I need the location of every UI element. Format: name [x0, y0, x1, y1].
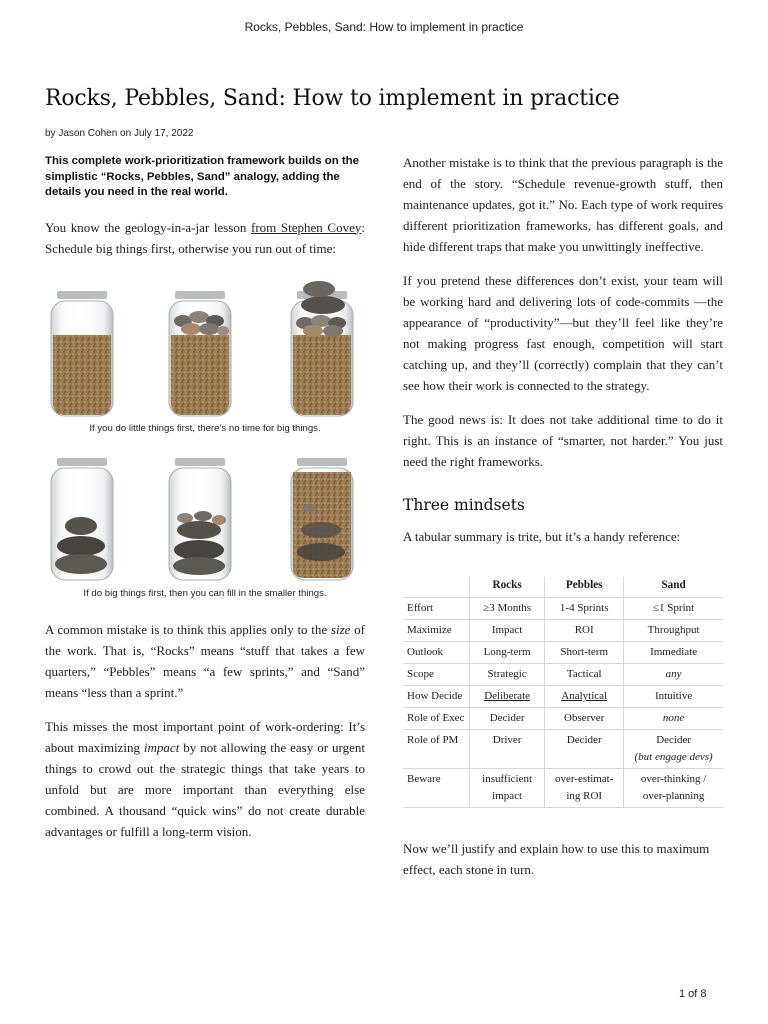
- pebbles-cell: Observer: [545, 708, 624, 730]
- pretend-paragraph: If you pretend these differences don’t exist, your team will be working hard and delivering lots of code-commits —the appearance of “productivity”—but they’ll feel like they’re not making progress fast enough, competition will start catching up, and they’ll (correctly) complain that they can’t see how their work is connected to the strategy.: [403, 273, 723, 393]
- intro-paragraph: [45, 217, 365, 259]
- row-label: Beware: [403, 769, 470, 808]
- rocks-cell: insufficient impact: [470, 769, 545, 808]
- impact-text: This misses the most important point of work-ordering: It’s about maximizing: [45, 718, 365, 755]
- rocks-cell: Long-term: [470, 642, 545, 664]
- rocks-cell: ≥3 Months: [470, 598, 545, 620]
- jar-full: [291, 458, 353, 580]
- table-header-sand: Sand: [624, 577, 723, 598]
- sand-decider-text: Decider: [656, 734, 691, 746]
- jar-rocks-only: [51, 458, 113, 580]
- sand-note-text: (but engage devs): [634, 751, 713, 763]
- table-row: [403, 598, 723, 620]
- left-column: [45, 150, 365, 855]
- jar-figure-big-first: [45, 454, 365, 584]
- another-mistake-paragraph: Another mistake is to think that the previous paragraph is the end of the story. “Schedule revenue-growth stuff, then maintenance updates, got it.” No. Each type of work requires different prioritization frameworks, has different goals, and hide different traps that make you unwittingly ineffective.: [403, 155, 723, 254]
- page-number: 1 of 8: [679, 988, 707, 1000]
- jar-sand-only: [51, 291, 113, 416]
- jar-overflow-rocks: [291, 281, 353, 416]
- table-intro-paragraph: A tabular summary is trite, but it’s a handy reference:: [403, 529, 681, 544]
- jar-sand-pebbles: [169, 291, 231, 416]
- article-title: Rocks, Pebbles, Sand: How to implement in practice: [45, 86, 620, 111]
- analytical-text: Analytical: [561, 690, 608, 702]
- rocks-cell: Impact: [470, 620, 545, 642]
- mindsets-table: [403, 577, 723, 808]
- pebbles-cell: 1-4 Sprints: [545, 598, 624, 620]
- closing-paragraph: Now we’ll justify and explain how to use this to maximum effect, each stone in turn.: [403, 841, 710, 877]
- jars-illustration-1: [45, 279, 365, 419]
- table-row: [403, 664, 723, 686]
- stephen-covey-link[interactable]: from Stephen Covey: [251, 219, 362, 235]
- table-row: [403, 620, 723, 642]
- row-label: Role of PM: [403, 730, 470, 769]
- mistake-text-end: of the work. That is, “Rocks” means “stuff that takes a few quarters,” “Pebbles” means “a few sprints,” and “Sand” means “less than a sprint.”: [45, 621, 365, 700]
- figure-caption-1: If you do little things first, there’s no time for big things.: [89, 422, 321, 434]
- impact-text-end: by not allowing the easy or urgent things to crowd out the strategic things that take years to unfold but are more important than everything else combined. A thousand “quick wins” do not create durable advantages or fulfill a long-term vision.: [45, 739, 365, 839]
- good-news-paragraph: The good news is: It does not take additional time to do it right. This is an instance of “smarter, not harder.” You just need the right frameworks.: [403, 412, 723, 469]
- table-row: [403, 686, 723, 708]
- pebbles-cell: Short-term: [545, 642, 624, 664]
- sand-cell: none: [624, 708, 723, 730]
- mistake-text: A common mistake is to think this applies only to the: [45, 621, 331, 637]
- size-emphasis: size: [330, 621, 351, 637]
- row-label: Role of Exec: [403, 708, 470, 730]
- section-heading-three-mindsets: Three mindsets: [403, 496, 525, 514]
- sand-cell: Throughput: [624, 620, 723, 642]
- intro-text-end: : Schedule big things first, otherwise you run out of time:: [45, 219, 365, 256]
- jar-figure-little-first: [45, 279, 365, 419]
- table-row: [403, 730, 723, 769]
- sand-cell: [624, 730, 723, 769]
- sand-cell: Intuitive: [624, 686, 723, 708]
- lead-paragraph: This complete work-prioritization framework builds on the simplistic “Rocks, Pebbles, Sand” analogy, adding the details you need in the real world.: [45, 155, 359, 198]
- intro-text: You know the geology-in-a-jar lesson: [45, 219, 251, 235]
- jars-illustration-2: [45, 454, 365, 584]
- table-header-row: [403, 577, 723, 598]
- table-row: [403, 769, 723, 808]
- row-label: Effort: [403, 598, 470, 620]
- rocks-cell: Decider: [470, 708, 545, 730]
- sand-cell: any: [624, 664, 723, 686]
- rocks-cell: Strategic: [470, 664, 545, 686]
- deliberate-text: Deliberate: [484, 690, 531, 702]
- sand-cell: over-thinking / over-planning: [624, 769, 723, 808]
- byline: by Jason Cohen on July 17, 2022: [45, 128, 194, 139]
- impact-paragraph: [45, 716, 365, 842]
- rocks-cell: [470, 686, 545, 708]
- table-header-pebbles: Pebbles: [545, 577, 624, 598]
- row-label: Scope: [403, 664, 470, 686]
- pebbles-cell: over-estimat-ing ROI: [545, 769, 624, 808]
- pebbles-cell: Tactical: [545, 664, 624, 686]
- row-label: Maximize: [403, 620, 470, 642]
- pebbles-cell: Decider: [545, 730, 624, 769]
- table-row: [403, 642, 723, 664]
- row-label: How Decide: [403, 686, 470, 708]
- sand-cell: ≤1 Sprint: [624, 598, 723, 620]
- pebbles-cell: [545, 686, 624, 708]
- rocks-cell: Driver: [470, 730, 545, 769]
- row-label: Outlook: [403, 642, 470, 664]
- impact-emphasis: impact: [143, 739, 180, 755]
- table-header-rocks: Rocks: [470, 577, 545, 598]
- pebbles-cell: ROI: [545, 620, 624, 642]
- table-row: [403, 708, 723, 730]
- jar-rocks-pebbles: [169, 458, 231, 580]
- sand-cell: Immediate: [624, 642, 723, 664]
- mistake-paragraph: [45, 619, 365, 703]
- table-header-blank: [403, 577, 470, 598]
- figure-caption-2: If do big things first, then you can fill in the smaller things.: [83, 587, 327, 599]
- running-header: Rocks, Pebbles, Sand: How to implement in practice: [244, 20, 524, 34]
- right-column: [403, 152, 723, 893]
